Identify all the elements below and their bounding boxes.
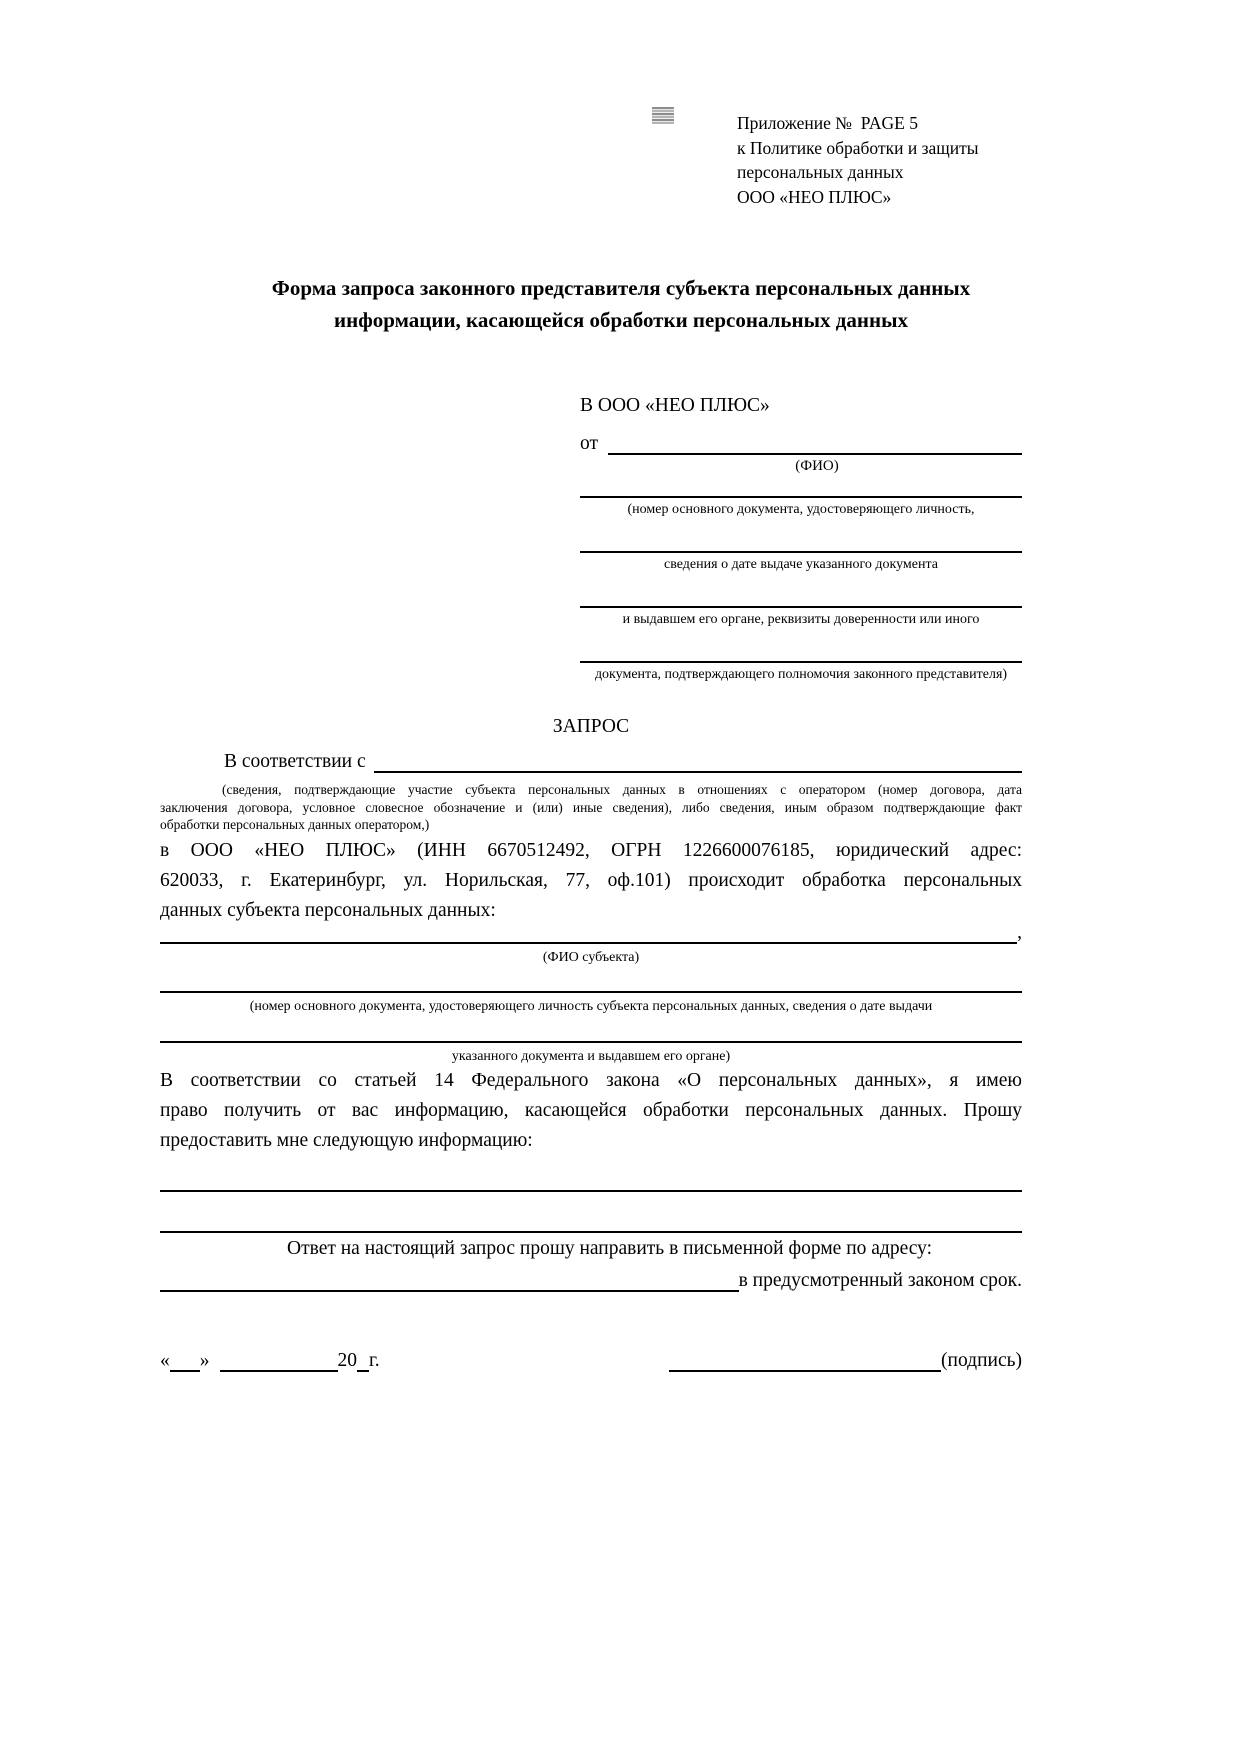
operator-line: в ООО «НЕО ПЛЮС» (ИНН 6670512492, ОГРН 1226600076185, юридический адрес: [160, 840, 1022, 861]
quote-close: » [199, 1350, 210, 1371]
addressee-block [580, 395, 1022, 683]
signature-blank-line [669, 1366, 941, 1372]
reply-address-row [160, 1264, 1022, 1292]
appendix-line: персональных данных [737, 162, 904, 182]
field-caption: сведения о дате выдаче указанного документа [664, 557, 938, 572]
form-title-line: Форма запроса законного представителя субъекта персональных данных [271, 276, 971, 300]
law-paragraph [160, 1066, 1022, 1156]
accordance-blank-line [374, 771, 1022, 773]
appendix-header [737, 111, 1067, 209]
info-blank-line [160, 1190, 1022, 1192]
signature-row [160, 1350, 1022, 1372]
appendix-line: к Политике обработки и защиты [737, 137, 979, 158]
subject-fio-caption: (ФИО субъекта) [542, 950, 640, 965]
fio-blank-line [608, 453, 1022, 455]
signature-caption: (подпись) [941, 1350, 1022, 1371]
fio-caption: (ФИО) [795, 458, 839, 474]
year-prefix: 20 [337, 1350, 357, 1371]
subject-doc-caption: указанного документа и выдавшем его органе) [451, 1049, 731, 1064]
footnote-text [160, 781, 1022, 834]
operator-line: 620033, г. Екатеринбург, ул. Норильская, 77, оф.101) происходит обработка персональных [160, 870, 1022, 891]
footnote-line: обработки персональных данных оператором,) [160, 817, 430, 832]
subject-doc-caption: (номер основного документа, удостоверяющего личность субъекта персональных данных, сведения о дате выдачи [249, 999, 933, 1014]
operator-line: данных субъекта персональных данных: [160, 900, 496, 921]
accordance-label: В соответствии с [224, 751, 366, 772]
reply-address-blank-line [160, 1290, 739, 1292]
form-title [90, 272, 1152, 336]
law-line: право получить от вас информацию, касающейся обработки персональных данных. Прошу [160, 1100, 1022, 1121]
subject-doc-blank-line [160, 1041, 1022, 1043]
reply-suffix: в предусмотренный законом срок. [738, 1270, 1022, 1291]
accordance-row [160, 745, 1022, 773]
footnote-line: заключения договора, условное словесное обозначение и (или) иные сведения), либо сведения, иным образом подтверждающие факт [160, 799, 1022, 815]
law-line: В соответствии со статьей 14 Федерального закона «О персональных данных», я имею [160, 1070, 1022, 1091]
blank-field-group [580, 661, 1022, 683]
footnote-line: (сведения, подтверждающие участие субъекта персональных данных в отношениях с оператором (номер договора, дата [222, 782, 1022, 797]
field-caption: и выдавшем его органе, реквизиты доверенности или иного [622, 612, 980, 627]
from-label: от [580, 433, 599, 454]
quote-open: « [160, 1350, 170, 1371]
info-blank-line [160, 1231, 1022, 1233]
signature-field [669, 1350, 1022, 1372]
from-row [580, 425, 1022, 455]
reply-paragraph-line: Ответ на настоящий запрос прошу направить в письменной форме по адресу: [287, 1238, 933, 1259]
field-caption: (номер основного документа, удостоверяющего личность, [627, 502, 975, 517]
subject-fio-blank-line [160, 942, 1017, 944]
blank-field-group [580, 496, 1022, 518]
embedded-thumbnail-image-icon [652, 107, 674, 124]
date-field [160, 1350, 380, 1372]
month-blank-line [220, 1366, 338, 1372]
form-title-line: информации, касающейся обработки персональных данных [334, 308, 908, 332]
comma-suffix: , [1017, 922, 1022, 943]
request-heading: ЗАПРОС [552, 716, 630, 737]
appendix-line: ООО «НЕО ПЛЮС» [737, 186, 892, 207]
appendix-line: Приложение № PAGE 5 [737, 113, 918, 133]
blank-field-group [580, 551, 1022, 573]
operator-paragraph [160, 836, 1022, 926]
subject-fio-row [160, 918, 1022, 944]
organization-line: В ООО «НЕО ПЛЮС» [580, 395, 770, 416]
law-line: предоставить мне следующую информацию: [160, 1130, 533, 1151]
day-blank-line [170, 1366, 200, 1372]
year-suffix: г. [369, 1350, 380, 1371]
blank-field-group [580, 606, 1022, 628]
year-blank-line [357, 1366, 369, 1372]
field-caption: документа, подтверждающего полномочия законного представителя) [594, 667, 1008, 682]
subject-doc-blank-line [160, 991, 1022, 993]
